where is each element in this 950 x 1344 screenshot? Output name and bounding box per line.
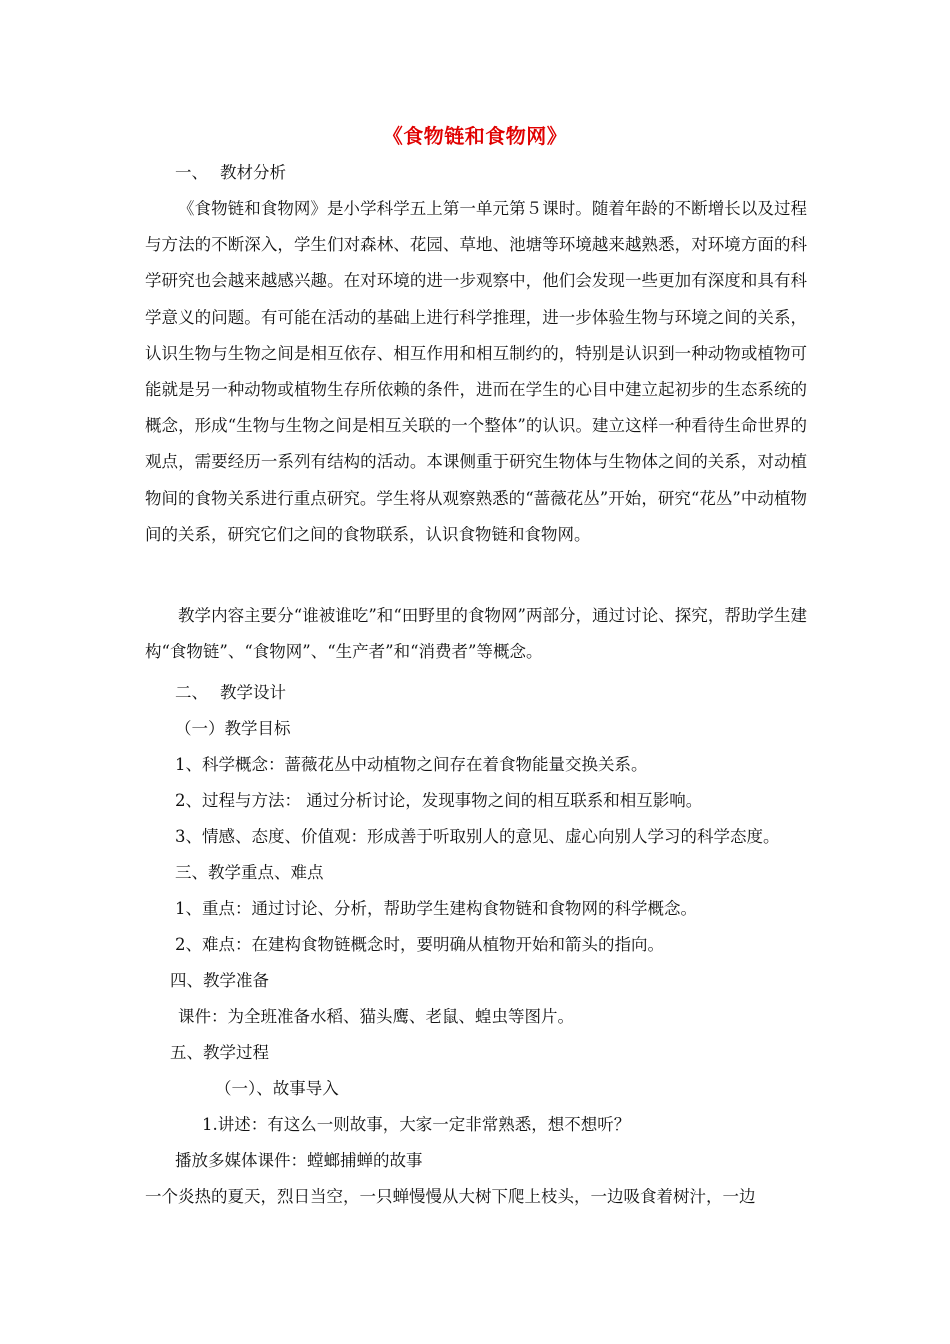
section-label: 教材分析 — [220, 163, 286, 182]
section-heading-3: 三、教学重点、难点 — [175, 863, 324, 882]
subheading-goals: （一）教学目标 — [175, 719, 291, 738]
preparation-text: 课件：为全班准备水稻、猫头鹰、老鼠、蝗虫等图片。 — [178, 1007, 574, 1026]
section-heading-4: 四、教学准备 — [170, 971, 269, 990]
step-heading: （一）、故事导入 — [215, 1079, 339, 1098]
section-number: 一、 — [175, 163, 208, 182]
paragraph-content: 教学内容主要分“谁被谁吃”和“田野里的食物网”两部分，通过讨论、探究，帮助学生建构“食物链”、“食物网”、“生产者”和“消费者”等概念。 — [145, 606, 807, 662]
section-label: 教学设计 — [220, 683, 286, 702]
key-point-2: 2、难点：在建构食物链概念时，要明确从植物开始和箭头的指向。 — [175, 935, 664, 954]
key-point-1: 1、重点：通过讨论、分析，帮助学生建构食物链和食物网的科学概念。 — [175, 899, 697, 918]
section-heading-1 — [175, 163, 286, 183]
document-title: 《食物链和食物网》 — [382, 124, 568, 148]
step-item: 1.讲述：有这么一则故事，大家一定非常熟悉，想不想听？ — [202, 1115, 631, 1134]
section-heading-5: 五、教学过程 — [170, 1043, 269, 1062]
story-line: 一个炎热的夏天，烈日当空，一只蝉慢慢从大树下爬上枝头，一边吸食着树汁，一边 — [145, 1187, 756, 1206]
section-number: 二、 — [175, 683, 208, 702]
paragraph-analysis: 《食物链和食物网》是小学科学五上第一单元第５课时。随着年龄的不断增长以及过程与方法的不断深入，学生们对森林、花园、草地、池塘等环境越来越熟悉，对环境方面的科学研究也会越来越感兴趣。在对环境的进一步观察中，他们会发现一些更加有深度和具有科学意义的问题。有可能在活动的基础上进行科学推理，进一步体验生物与环境之间的关系，认识生物与生物之间是相互依存、相互作用和相互制约的，特别是认识到一种动物或植物可能就是另一种动物或植物生存所依赖的条件，进而在学生的心目中建立起初步的生态系统的概念，形成“生物与生物之间是相互关联的一个整体”的认识。建立这样一种看待生命世界的观点，需要经历一系列有结构的活动。本课侧重于研究生物体与生物体之间的关系，对动植物间的食物关系进行重点研究。学生将从观察熟悉的“蔷薇花丛”开始，研究“花丛”中动植物间的关系，研究它们之间的食物联系，认识食物链和食物网。 — [145, 199, 807, 544]
goal-item-3: 3、情感、态度、价值观：形成善于听取别人的意见、虚心向别人学习的科学态度。 — [175, 827, 780, 846]
goal-item-2: 2、过程与方法： 通过分析讨论，发现事物之间的相互联系和相互影响。 — [175, 791, 703, 810]
goal-item-1: 1、科学概念：蔷薇花丛中动植物之间存在着食物能量交换关系。 — [175, 755, 648, 774]
section-heading-2 — [175, 683, 286, 703]
media-line: 播放多媒体课件：螳螂捕蝉的故事 — [175, 1151, 423, 1170]
